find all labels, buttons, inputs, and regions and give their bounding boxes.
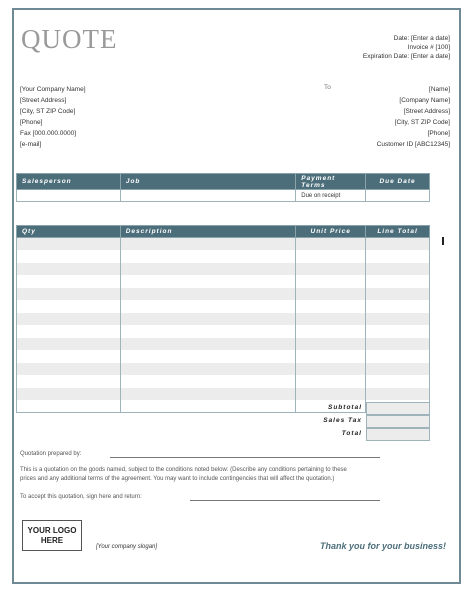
date-field[interactable]: Date: [Enter a date] <box>393 35 450 42</box>
line-items-table <box>16 225 430 413</box>
line-total-cell[interactable] <box>366 300 430 313</box>
total-row <box>16 428 430 441</box>
line-total-cell[interactable] <box>366 275 430 288</box>
sales-tax-value-cell[interactable] <box>366 415 430 428</box>
invoice-number-field[interactable]: Invoice # [100] <box>407 44 450 51</box>
description-cell[interactable] <box>120 338 296 351</box>
qty-cell[interactable] <box>17 350 121 363</box>
line-total-cell[interactable] <box>366 288 430 301</box>
document-title: QUOTE <box>21 24 118 54</box>
unit-price-cell[interactable] <box>296 375 366 388</box>
description-cell[interactable] <box>120 363 296 376</box>
qty-cell[interactable] <box>17 375 121 388</box>
line-item-row <box>17 263 430 276</box>
line-item-row <box>17 250 430 263</box>
company-slogan-field[interactable]: [Your company slogan] <box>96 544 158 550</box>
job-header: Job <box>120 174 295 190</box>
qty-cell[interactable] <box>17 363 121 376</box>
recipient-address-block <box>377 84 450 150</box>
unit-price-cell[interactable] <box>296 350 366 363</box>
thank-you-message: Thank you for your business! <box>319 541 446 551</box>
line-item-row <box>17 350 430 363</box>
line-total-cell[interactable] <box>366 375 430 388</box>
qty-cell[interactable] <box>17 325 121 338</box>
recipient-city-field[interactable]: [City, ST ZIP Code] <box>394 119 450 126</box>
sales-tax-row <box>16 415 430 428</box>
unit-price-cell[interactable] <box>296 388 366 401</box>
quotation-terms-text: This is a quotation on the goods named, subject to the conditions noted below: (Describe any conditions pertaining to these prices and any additional terms of the agreement. You may want to include contingencies that will affect the quotation.) <box>20 467 347 482</box>
line-item-row <box>17 313 430 326</box>
salesperson-cell[interactable] <box>17 190 121 202</box>
accept-signature-line[interactable] <box>190 500 380 501</box>
accept-instruction-label: To accept this quotation, sign here and return: <box>20 494 142 500</box>
company-phone-field[interactable]: [Phone] <box>20 119 43 126</box>
subtotal-row <box>16 402 430 415</box>
company-name-field[interactable]: [Your Company Name] <box>20 86 86 93</box>
logo-placeholder[interactable] <box>22 520 82 551</box>
description-cell[interactable] <box>120 275 296 288</box>
description-cell[interactable] <box>120 375 296 388</box>
line-total-cell[interactable] <box>366 325 430 338</box>
text-cursor-marker <box>442 237 444 245</box>
qty-header: Qty <box>17 226 121 238</box>
recipient-phone-field[interactable]: [Phone] <box>427 130 450 137</box>
unit-price-cell[interactable] <box>296 363 366 376</box>
to-label: To <box>324 84 331 91</box>
subtotal-label: Subtotal <box>328 404 362 411</box>
line-item-row <box>17 363 430 376</box>
qty-cell[interactable] <box>17 388 121 401</box>
salesperson-header: Salesperson <box>17 174 121 190</box>
recipient-street-field[interactable]: [Street Address] <box>403 108 450 115</box>
unit-price-cell[interactable] <box>296 288 366 301</box>
line-item-row <box>17 288 430 301</box>
expiration-date-field[interactable]: Expiration Date: [Enter a date] <box>362 53 450 60</box>
unit-price-cell[interactable] <box>296 250 366 263</box>
sales-tax-label: Sales Tax <box>323 417 362 424</box>
line-total-cell[interactable] <box>366 363 430 376</box>
unit-price-cell[interactable] <box>296 325 366 338</box>
total-label: Total <box>341 430 362 437</box>
company-fax-field[interactable]: Fax [000.000.0000] <box>20 130 77 137</box>
qty-cell[interactable] <box>17 288 121 301</box>
unit-price-cell[interactable] <box>296 338 366 351</box>
due-date-header: Due Date <box>366 174 430 190</box>
description-cell[interactable] <box>120 388 296 401</box>
line-total-cell[interactable] <box>366 263 430 276</box>
qty-cell[interactable] <box>17 313 121 326</box>
company-email-field[interactable]: [e-mail] <box>20 141 42 148</box>
qty-cell[interactable] <box>17 338 121 351</box>
description-cell[interactable] <box>120 350 296 363</box>
logo-text-line-1: YOUR LOGO <box>27 526 77 535</box>
due-date-cell[interactable] <box>366 190 430 202</box>
prepared-by-signature-line[interactable] <box>110 457 380 458</box>
unit-price-cell[interactable] <box>296 263 366 276</box>
line-item-row <box>17 275 430 288</box>
description-cell[interactable] <box>120 313 296 326</box>
recipient-company-field[interactable]: [Company Name] <box>399 97 450 104</box>
qty-cell[interactable] <box>17 263 121 276</box>
logo-text-line-2: HERE <box>40 536 64 545</box>
recipient-name-field[interactable]: [Name] <box>429 86 450 93</box>
line-item-row <box>17 300 430 313</box>
company-city-field[interactable]: [City, ST ZIP Code] <box>20 108 76 115</box>
qty-cell[interactable] <box>17 275 121 288</box>
line-total-cell[interactable] <box>366 238 430 251</box>
unit-price-cell[interactable] <box>296 275 366 288</box>
line-item-row <box>17 388 430 401</box>
customer-id-field[interactable]: Customer ID [ABC12345] <box>376 141 450 148</box>
line-total-cell[interactable] <box>366 350 430 363</box>
total-value-cell[interactable] <box>366 428 430 441</box>
payment-terms-cell[interactable]: Due on receipt <box>296 190 366 202</box>
description-cell[interactable] <box>120 263 296 276</box>
line-total-cell[interactable] <box>366 250 430 263</box>
description-cell[interactable] <box>120 325 296 338</box>
job-cell[interactable] <box>120 190 295 202</box>
sales-info-table <box>16 173 430 202</box>
payment-terms-header: Payment Terms <box>296 174 366 190</box>
qty-cell[interactable] <box>17 250 121 263</box>
description-cell[interactable] <box>120 250 296 263</box>
company-address-block <box>20 84 86 150</box>
line-total-cell[interactable] <box>366 388 430 401</box>
totals-block <box>16 402 430 441</box>
description-cell[interactable] <box>120 288 296 301</box>
prepared-by-label: Quotation prepared by: <box>20 451 82 457</box>
unit-price-cell[interactable] <box>296 313 366 326</box>
line-item-row <box>17 338 430 351</box>
qty-cell[interactable] <box>17 238 121 251</box>
unit-price-cell[interactable] <box>296 238 366 251</box>
subtotal-value-cell[interactable] <box>366 402 430 415</box>
quote-meta <box>363 34 450 61</box>
description-cell[interactable] <box>120 238 296 251</box>
description-header: Description <box>120 226 296 238</box>
line-total-cell[interactable] <box>366 338 430 351</box>
line-item-row <box>17 325 430 338</box>
unit-price-header: Unit Price <box>296 226 366 238</box>
qty-cell[interactable] <box>17 300 121 313</box>
description-cell[interactable] <box>120 300 296 313</box>
line-total-header: Line Total <box>366 226 430 238</box>
line-total-cell[interactable] <box>366 313 430 326</box>
line-item-row <box>17 238 430 251</box>
unit-price-cell[interactable] <box>296 300 366 313</box>
line-item-row <box>17 375 430 388</box>
company-street-field[interactable]: [Street Address] <box>20 97 67 104</box>
